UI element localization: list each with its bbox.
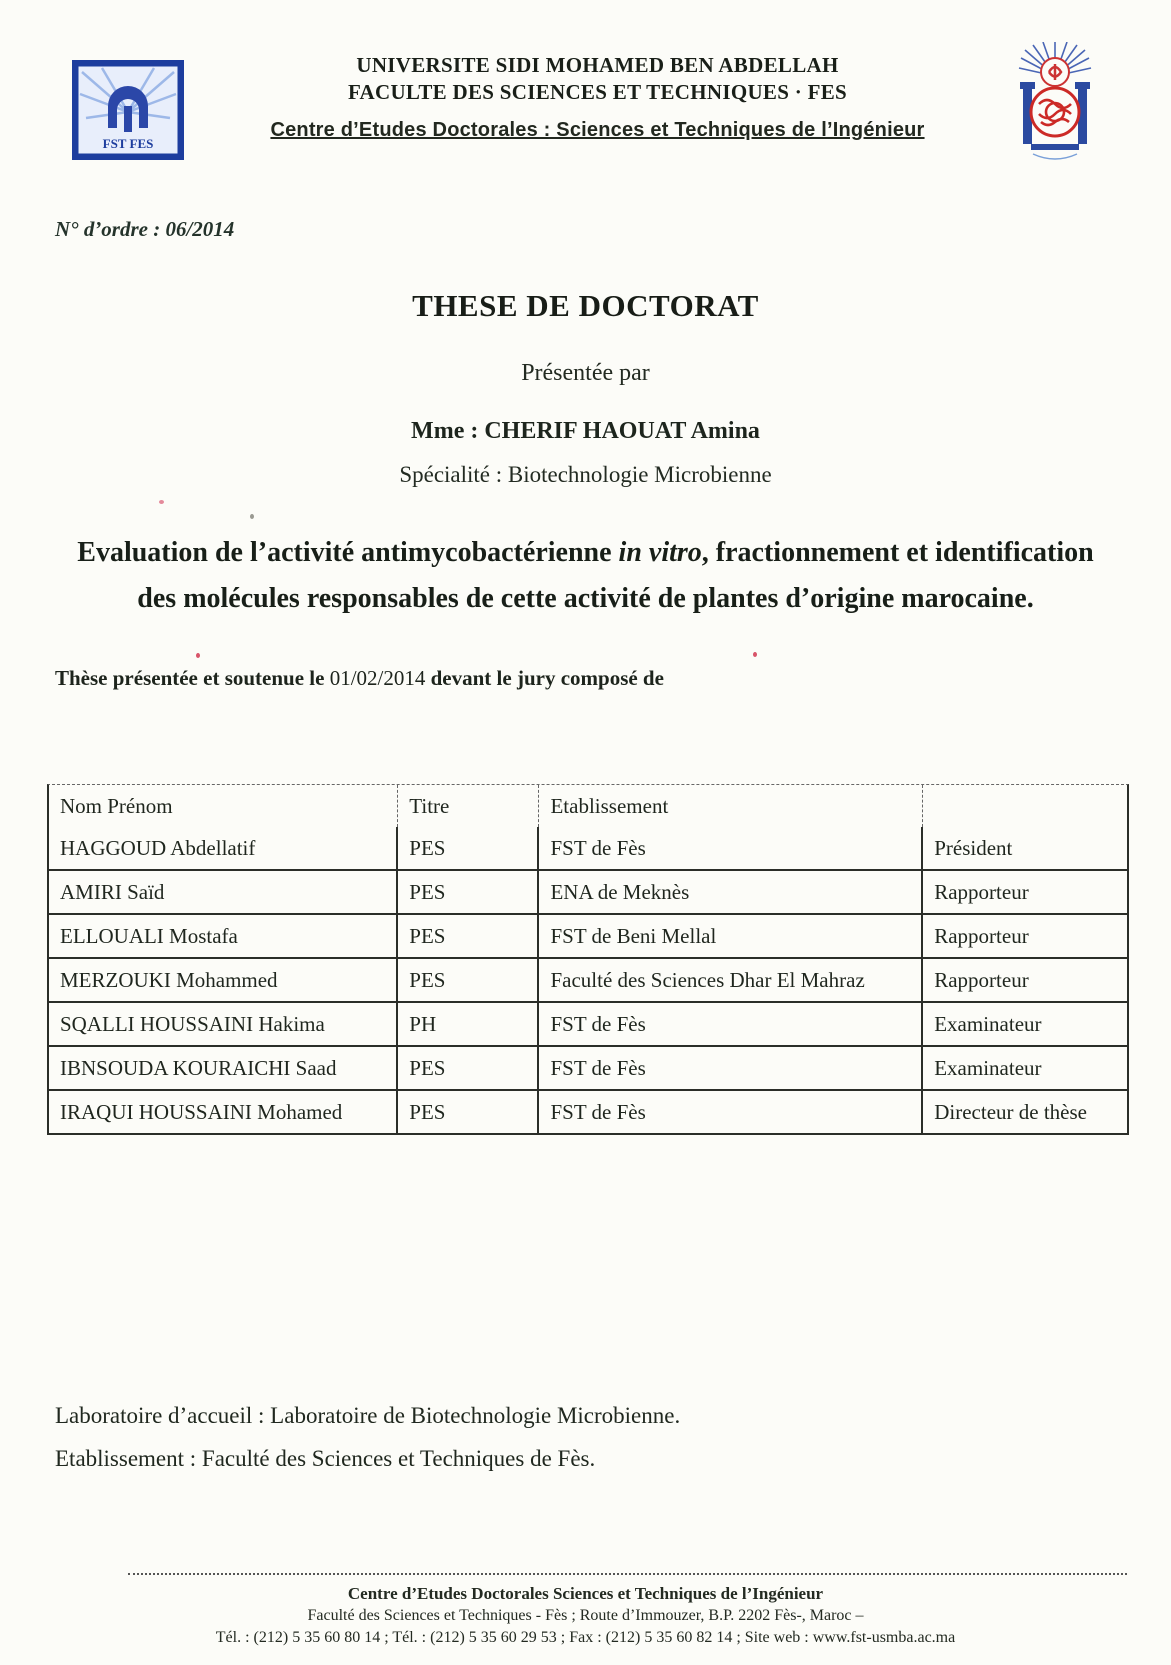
author-name: Mme : CHERIF HAOUAT Amina [411, 418, 760, 444]
jury-row [49, 1003, 1127, 1047]
jury-header-role [923, 785, 1127, 827]
host-institution-line: Etablissement : Faculté des Sciences et Techniques de Fès. [55, 1446, 596, 1471]
scan-speck [753, 652, 757, 657]
jury-cell: FST de Fès [539, 1003, 923, 1047]
thesis-title-italic: in vitro [618, 537, 702, 568]
jury-cell: PES [398, 959, 539, 1003]
jury-row [49, 1047, 1127, 1091]
jury-cell: PH [398, 1003, 539, 1047]
thesis-title [71, 530, 1101, 622]
jury-row [49, 915, 1127, 959]
jury-table-body [49, 827, 1127, 1133]
jury-cell: FST de Beni Mellal [539, 915, 923, 959]
jury-cell: Rapporteur [923, 915, 1127, 959]
jury-cell: ENA de Meknès [539, 871, 923, 915]
specialty-line: Spécialité : Biotechnologie Microbienne [399, 462, 772, 487]
jury-cell: MERZOUKI Mohammed [49, 959, 398, 1003]
jury-row [49, 1091, 1127, 1133]
university-name: UNIVERSITE SIDI MOHAMED BEN ABDELLAH [356, 53, 839, 77]
jury-cell: FST de Fès [539, 1091, 923, 1133]
footer-contacts: Tél. : (212) 5 35 60 80 14 ; Tél. : (212) 5 35 60 29 53 ; Fax : (212) 5 35 60 82 14 ; Site web : www.fst-usmba.ac.ma [215, 1629, 956, 1646]
jury-header-etablissement: Etablissement [539, 785, 923, 827]
presented-by-label: Présentée par [521, 360, 650, 386]
jury-header-titre: Titre [398, 785, 539, 827]
jury-header-row [49, 785, 1127, 827]
jury-cell: IBNSOUDA KOURAICHI Saad [49, 1047, 398, 1091]
thesis-title-post: , fractionnement et identification des molécules responsables de cette activité de plantes d’origine marocaine. [137, 537, 1094, 614]
jury-intro-pre: Thèse présentée et soutenue le [55, 666, 330, 690]
scan-speck [196, 653, 200, 658]
faculty-name: FACULTE DES SCIENCES ET TECHNIQUES · FES [347, 80, 848, 104]
footer-address: Faculté des Sciences et Techniques - Fès ; Route d’Immouzer, B.P. 2202 Fès-, Maroc – [307, 1607, 864, 1624]
jury-cell: PES [398, 1047, 539, 1091]
jury-cell: IRAQUI HOUSSAINI Mohamed [49, 1091, 398, 1133]
footer-center-name: Centre d’Etudes Doctorales Sciences et Techniques de l’Ingénieur [347, 1584, 824, 1603]
scan-speck [159, 500, 164, 504]
jury-cell: PES [398, 1091, 539, 1133]
jury-cell: Examinateur [923, 1047, 1127, 1091]
jury-cell: Faculté des Sciences Dhar El Mahraz [539, 959, 923, 1003]
jury-row [49, 959, 1127, 1003]
header-text-block [184, 52, 1011, 142]
scan-speck [250, 514, 254, 519]
host-laboratory-line: Laboratoire d’accueil : Laboratoire de Biotechnologie Microbienne. [55, 1403, 681, 1428]
defense-date: 01/02/2014 [329, 666, 426, 690]
usmba-logo-icon [1011, 42, 1099, 169]
jury-header-nom: Nom Prénom [49, 785, 398, 827]
jury-cell: AMIRI Saïd [49, 871, 398, 915]
jury-row [49, 827, 1127, 871]
jury-cell: FST de Fès [539, 1047, 923, 1091]
doctoral-center-name: Centre d’Etudes Doctorales : Sciences et Techniques de l’Ingénieur [270, 119, 925, 141]
jury-cell: Rapporteur [923, 959, 1127, 1003]
jury-table [47, 784, 1129, 1135]
jury-cell: Directeur de thèse [934, 1099, 1087, 1124]
jury-intro-post: devant le jury composé de [425, 666, 664, 690]
footer-divider [128, 1573, 1127, 1575]
jury-cell: SQALLI HOUSSAINI Hakima [49, 1003, 398, 1047]
jury-cell: Rapporteur [923, 871, 1127, 915]
jury-cell: PES [398, 871, 539, 915]
jury-cell: PES [398, 827, 539, 871]
document-type-title: THESE DE DOCTORAT [412, 288, 759, 323]
jury-intro-line [55, 666, 1171, 691]
jury-row [49, 871, 1127, 915]
thesis-title-pre: Evaluation de l’activité antimycobactérienne [77, 537, 619, 568]
jury-cell: PES [398, 915, 539, 959]
page-header [0, 0, 1171, 169]
fst-fes-logo-caption: FST FES [102, 136, 154, 151]
fst-fes-logo-icon [72, 60, 184, 165]
jury-cell: Président [923, 827, 1127, 871]
jury-cell: FST de Fès [539, 827, 923, 871]
order-number: N° d’ordre : 06/2014 [55, 217, 235, 241]
jury-cell: ELLOUALI Mostafa [49, 915, 398, 959]
page-footer [0, 1573, 1171, 1649]
jury-cell: HAGGOUD Abdellatif [49, 827, 398, 871]
jury-cell: Examinateur [923, 1003, 1127, 1047]
